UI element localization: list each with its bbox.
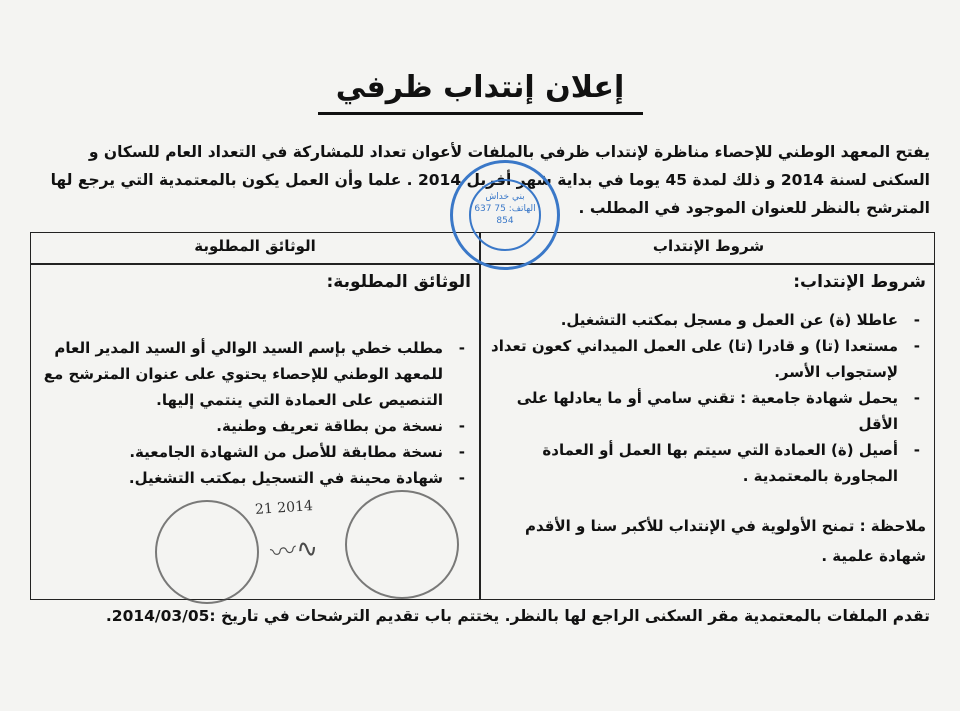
footer-note: تقدم الملفات بالمعتمدية مقر السكنى الراجع لها بالنظر. يختتم باب تقديم الترشحات في تاريخ :2014/03/05. <box>105 607 930 625</box>
documents-heading: الوثائق المطلوبة: <box>326 272 471 292</box>
intro-line: السكنى لسنة 2014 و ذلك لمدة 45 يوما في بداية شهر أفريل 2014 . علما وأن العمل يكون بالمعتمدية التي يرجع لها <box>50 171 930 189</box>
intro-line: المترشح بالنظر للعنوان الموجود في المطلب . <box>578 199 930 217</box>
condition-item: - أصيل (ة) العمادة التي سيتم بها العمل أو العمادة المجاورة بالمعتمدية . <box>491 437 926 489</box>
intro-line: يفتح المعهد الوطني للإحصاء مناظرة لإنتداب ظرفي بالملفات لأعوان تعداد للمشاركة في التعداد العام للسكان و <box>88 143 930 161</box>
document-item: - نسخة من بطاقة تعريف وطنية. <box>41 413 471 439</box>
blue-stamp <box>450 160 560 270</box>
document-title: إعلان إنتداب ظرفي <box>335 70 625 105</box>
condition-item: - عاطلا (ة) عن العمل و مسجل بمكتب التشغيل. <box>491 307 926 333</box>
blue-stamp-text: بني خداش الهاتف: 75 637 854 <box>469 179 541 251</box>
conditions-cell <box>491 269 926 571</box>
document-item: - نسخة مطابقة للأصل من الشهادة الجامعية. <box>41 439 471 465</box>
header-conditions: شروط الإنتداب <box>652 237 765 255</box>
document-item: - شهادة محينة في التسجيل بمكتب التشغيل. <box>41 465 471 491</box>
conditions-list <box>491 307 926 489</box>
official-stamp <box>155 500 259 604</box>
documents-list <box>41 335 471 491</box>
signature: 〰∿ <box>268 532 320 570</box>
handwritten-date: 21 2014 <box>254 497 314 519</box>
priority-note: ملاحظة : تمنح الأولوية في الإنتداب للأكبر سنا و الأقدم شهادة علمية . <box>525 517 926 565</box>
title-underline <box>318 112 643 115</box>
document-item: - مطلب خطي بإسم السيد الوالي أو السيد المدير العام للمعهد الوطني للإحصاء يحتوي على عنوان المترشح مع التنصيص على العمادة التي ينتمي إليها. <box>41 335 471 413</box>
condition-item: - مستعدا (تا) و قادرا (تا) على العمل الميداني كعون تعداد لإستجواب الأسر. <box>491 333 926 385</box>
documents-cell <box>41 269 471 491</box>
column-divider <box>479 233 481 599</box>
official-stamp <box>345 490 459 599</box>
conditions-heading: شروط الإنتداب: <box>793 272 926 292</box>
condition-item: - يحمل شهادة جامعية : تقني سامي أو ما يعادلها على الأقل <box>491 385 926 437</box>
header-documents: الوثائق المطلوبة <box>194 237 316 255</box>
